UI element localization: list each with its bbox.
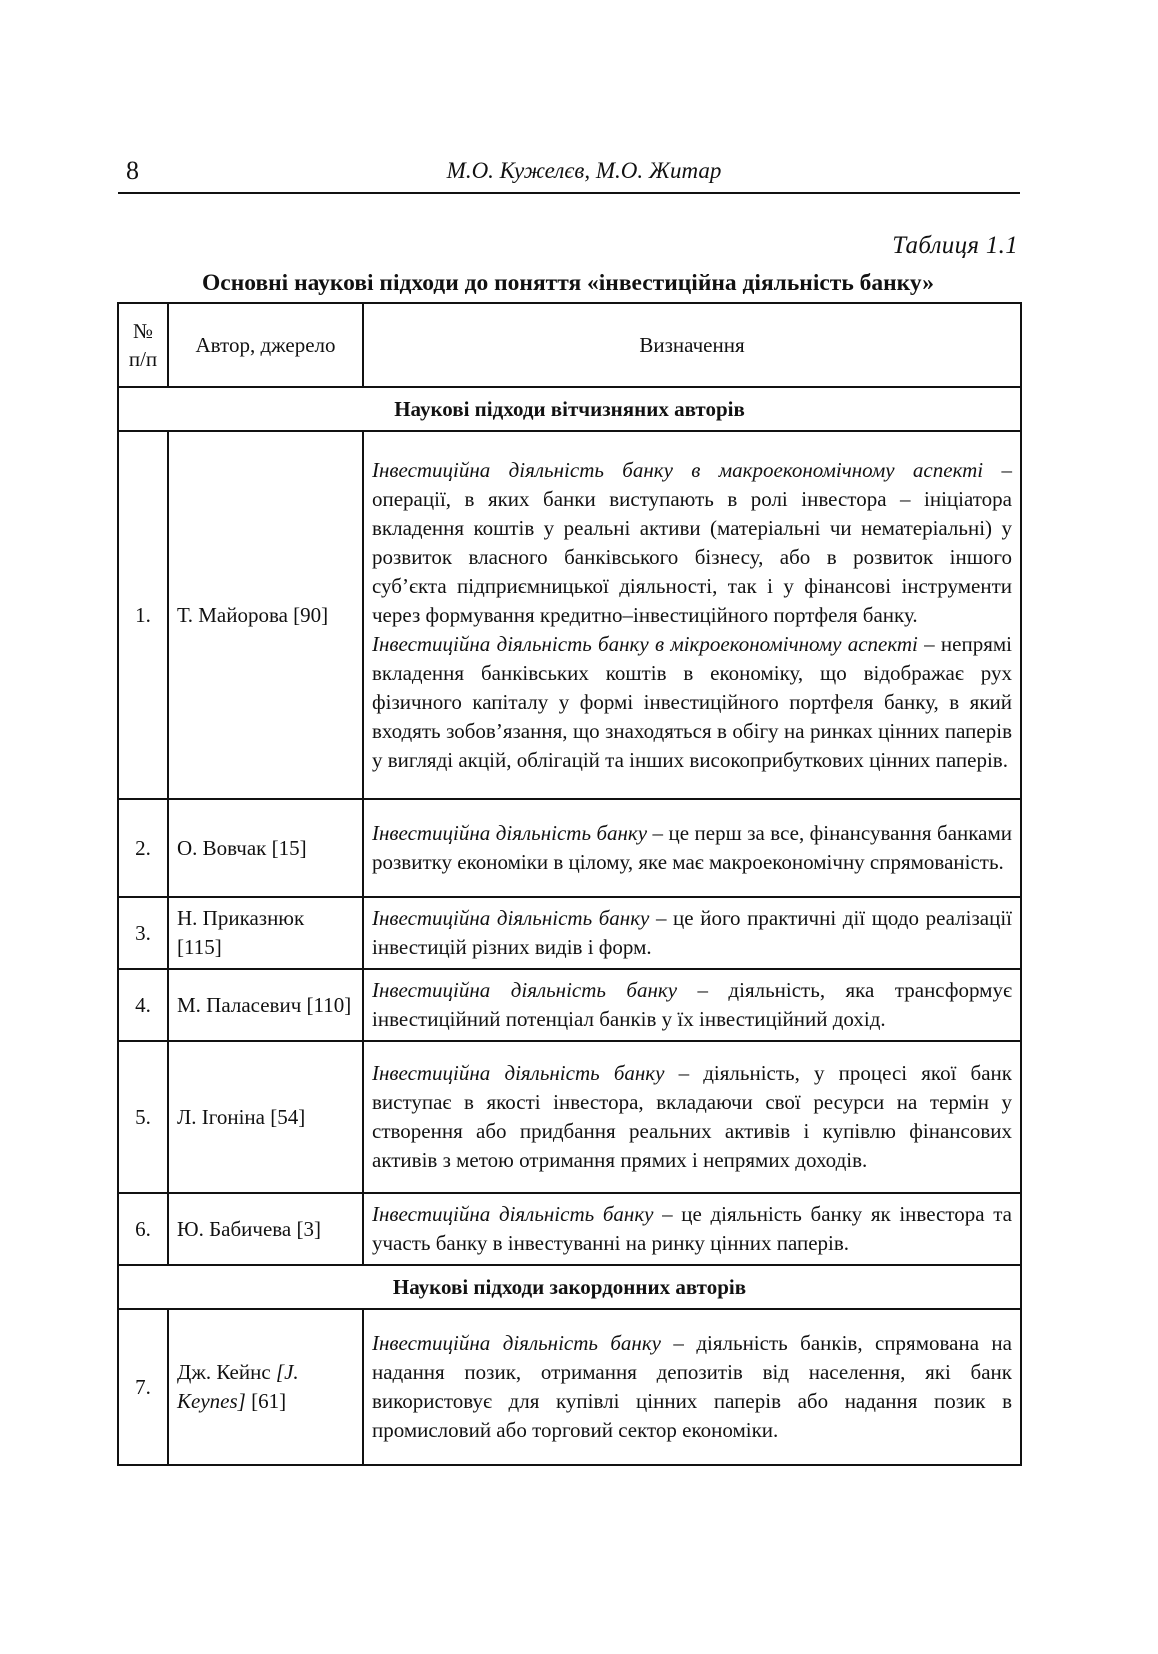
table-row (118, 431, 1021, 799)
row-author (168, 1309, 363, 1465)
row-number: 7. (118, 1309, 168, 1465)
section-heading: Наукові підходи вітчизняних авторів (118, 387, 1021, 431)
page-number: 8 (126, 156, 139, 185)
section-row-domestic (118, 387, 1021, 431)
row-author: Ю. Бабичева [3] (168, 1193, 363, 1265)
definition-text: – діяльність банків, спрямована на надання позик, отримання депозитів від населення, які банк використовує для купівлі цінних паперів або надання позик в промисловий або торговий сектор економіки. (372, 1331, 1012, 1442)
row-author: Н. Приказнюк [115] (168, 897, 363, 969)
author-latin-name: [J. Keynes] (177, 1360, 299, 1413)
column-header-definition: Визначення (363, 303, 1021, 387)
definition-text: – діяльність, у процесі якої банк виступає в якості інвестора, вкладаючи свої ресурси на термін у створення або придбання реальних активів і купівлю фінансових активів з метою отримання прямих і непрямих доходів. (372, 1061, 1012, 1172)
row-number: 5. (118, 1041, 168, 1193)
row-definition (363, 431, 1021, 799)
definition-text: – непрямі вкладення банківських коштів в економіку, що відображає рух фізичного капіталу у формі інвестиційного портфеля банку, в який входять зобов’язання, що знаходяться в обігу на ринках цінних паперів у вигляді акцій, облігацій та інших високоприбуткових цінних паперів. (372, 631, 1012, 772)
definition-text: – це перш за все, фінансування банками розвитку економіки в цілому, яке має макроекономічну спрямованість. (372, 821, 1012, 874)
row-author: О. Вовчак [15] (168, 799, 363, 897)
table-label: Таблиця 1.1 (892, 232, 1018, 259)
table-row (118, 897, 1021, 969)
row-definition (363, 1193, 1021, 1265)
column-header-number (118, 303, 168, 387)
running-header (118, 150, 1020, 194)
row-number: 3. (118, 897, 168, 969)
definition-term: Інвестиційна діяльність банку (372, 1331, 661, 1355)
row-author: Т. Майорова [90] (168, 431, 363, 799)
definition-text: – діяльність, яка трансформує інвестиційний потенціал банків у їх інвестиційний дохід. (372, 978, 1012, 1031)
table-header-row (118, 303, 1021, 387)
definition-term: Інвестиційна діяльність банку в макроекономічному аспекті (372, 457, 984, 482)
definition-term: Інвестиційна діяльність банку (372, 1061, 665, 1085)
row-author: Л. Ігоніна [54] (168, 1041, 363, 1193)
row-definition (363, 1309, 1021, 1465)
table-row (118, 969, 1021, 1041)
row-number: 1. (118, 431, 168, 799)
definition-text: – це діяльність банку як інвестора та участь банку в інвестуванні на ринку цінних паперів. (372, 1202, 1012, 1255)
definition-term: Інвестиційна діяльність банку в мікроекономічному аспекті (372, 631, 918, 656)
definitions-table (117, 302, 1022, 1466)
definition-term: Інвестиційна діяльність банку (372, 821, 648, 845)
running-head-authors: М.О. Кужелєв, М.О. Житар (446, 158, 722, 183)
definition-term: Інвестиційна діяльність банку (372, 1202, 654, 1226)
author-reference: [61] (245, 1389, 287, 1413)
table-title: Основні наукові підходи до поняття «інвестиційна діяльність банку» (202, 270, 934, 296)
column-header-author: Автор, джерело (168, 303, 363, 387)
row-definition (363, 897, 1021, 969)
column-header-number-symbol: № (132, 319, 154, 343)
definition-text: – операції, в яких банки виступають в ролі інвестора – ініціатора вкладення коштів у реальні активи (матеріальні чи нематеріальні) у розвиток власного банківського бізнесу, або в розвиток іншого суб’єкта підприємницької діяльності, так і у фінансові інструменти через формування кредитно–інвестиційного портфеля банку. (372, 457, 1012, 627)
definition-term: Інвестиційна діяльність банку (372, 978, 678, 1002)
row-definition (363, 799, 1021, 897)
column-header-number-abbr: п/п (128, 347, 158, 371)
author-name: Дж. Кейнс (177, 1360, 276, 1384)
section-heading: Наукові підходи закордонних авторів (118, 1265, 1021, 1309)
row-number: 6. (118, 1193, 168, 1265)
row-number: 4. (118, 969, 168, 1041)
row-author: М. Паласевич [110] (168, 969, 363, 1041)
table-row (118, 1041, 1021, 1193)
row-definition (363, 969, 1021, 1041)
definition-text: – це його практичні дії щодо реалізації інвестицій різних видів і форм. (372, 906, 1012, 959)
definition-term: Інвестиційна діяльність банку (372, 906, 650, 930)
row-number: 2. (118, 799, 168, 897)
row-definition (363, 1041, 1021, 1193)
table-row (118, 1193, 1021, 1265)
section-row-foreign (118, 1265, 1021, 1309)
table-row (118, 1309, 1021, 1465)
table-row (118, 799, 1021, 897)
